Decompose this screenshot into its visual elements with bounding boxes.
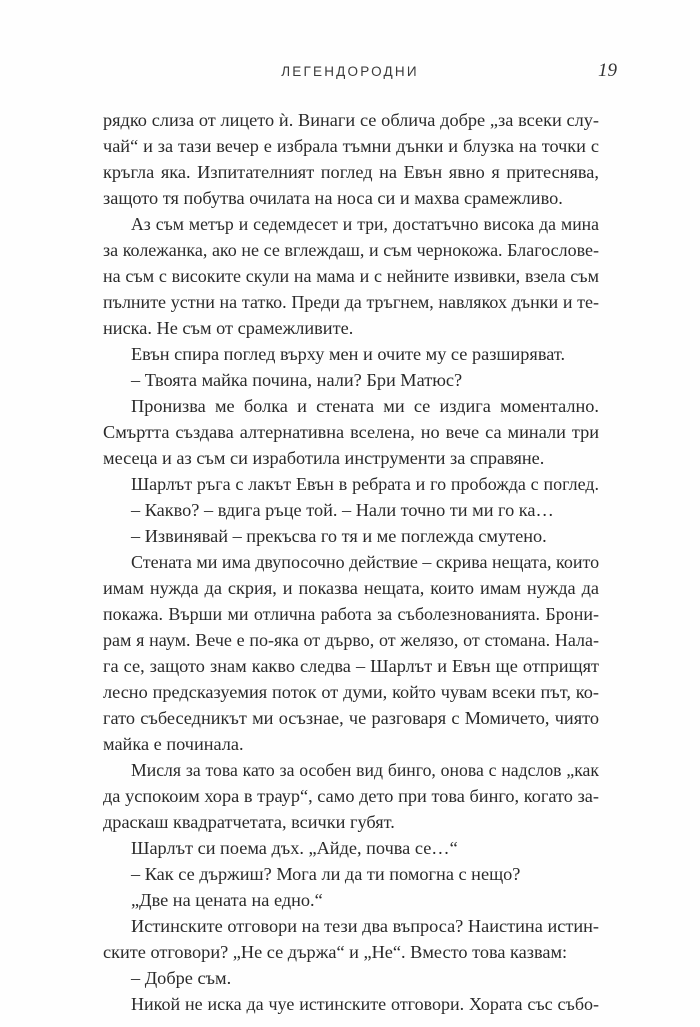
text-line: – Какво? – вдига ръце той. – Нали точно ти ми го ка…	[131, 500, 554, 520]
text-line: майка е починала.	[103, 734, 244, 754]
text-line: чай“ и за тази вечер е избрала тъмни дънки и блузка на точки с	[103, 136, 599, 156]
text-line: – Как се държиш? Мога ли да ти помогна с нещо?	[131, 864, 521, 884]
running-title: ЛЕГЕНДОРОДНИ	[281, 64, 419, 79]
text-line: на съм с високите скули на мама и с нейните извивки, взела съм	[103, 266, 599, 286]
text-line: – Твоята майка почина, нали? Бри Матюс?	[131, 370, 463, 390]
text-line: кръгла яка. Изпитателният поглед на Евън явно я притеснява,	[103, 162, 599, 182]
text-line: ските отговори? „Не се държа“ и „Не“. Вместо това казвам:	[103, 942, 568, 962]
text-line: гато събеседникът ми осъзнае, че разговаря с Момичето, чиято	[103, 708, 599, 728]
text-line: Шарлът ръга с лакът Евън в ребрата и го пробожда с поглед.	[131, 474, 599, 494]
page-number: 19	[598, 60, 617, 81]
text-line: Смъртта създава алтернативна вселена, но вече са минали три	[103, 422, 599, 442]
text-line: имам нужда да скрия, и показва нещата, които имам нужда да	[103, 578, 599, 598]
text-line: защото тя побутва очилата на носа си и махва срамежливо.	[103, 188, 563, 208]
running-header	[0, 60, 700, 84]
text-line: Пронизва ме болка и стената ми се издига моментално.	[131, 396, 599, 416]
text-line: Шарлът си поема дъх. „Айде, почва се…“	[131, 838, 458, 858]
text-line: Мисля за това като за особен вид бинго, онова с надслов „как	[131, 760, 599, 780]
text-line: пълните устни на татко. Преди да тръгнем, навлякох дънки и те-	[103, 292, 599, 312]
text-line: рядко слиза от лицето ѝ. Винаги се облича добре „за всеки слу-	[103, 110, 599, 130]
text-line: Истинските отговори на тези два въпроса? Наистина истин-	[131, 916, 599, 936]
text-line: месеца и аз съм си изработила инструменти за справяне.	[103, 448, 545, 468]
text-line: Аз съм метър и седемдесет и три, достатъчно висока да мина	[131, 214, 599, 234]
text-line: Никой не иска да чуе истинските отговори. Хората със събо-	[131, 994, 599, 1014]
text-line: ниска. Не съм от срамежливите.	[103, 318, 354, 338]
text-line: – Извинявай – прекъсва го тя и ме поглежда смутено.	[131, 526, 547, 546]
text-line: за колежанка, ако не се вглеждаш, и съм чернокожа. Благослове-	[103, 240, 599, 260]
text-line: Евън спира поглед върху мен и очите му се разширяват.	[131, 344, 566, 364]
text-line: покажа. Върши ми отлична работа за съболезнованията. Брони-	[103, 604, 599, 624]
text-line: да успокоим хора в траур“, само дето при това бинго, когато за-	[103, 786, 599, 806]
text-line: Стената ми има двупосочно действие – скрива нещата, които	[131, 552, 600, 572]
text-line: лесно предсказуемия поток от думи, който чувам всеки път, ко-	[103, 682, 599, 702]
text-line: – Добре съм.	[131, 968, 232, 988]
text-line: „Две на цената на едно.“	[131, 890, 323, 910]
text-line: рам я наум. Вече е по-яка от дърво, от желязо, от стомана. Нала-	[103, 630, 599, 650]
text-line: драскаш квадратчетата, всички губят.	[103, 812, 395, 832]
body-text	[103, 107, 599, 1017]
text-line: га се, защото знам какво следва – Шарлът и Евън ще отприщят	[103, 656, 599, 676]
